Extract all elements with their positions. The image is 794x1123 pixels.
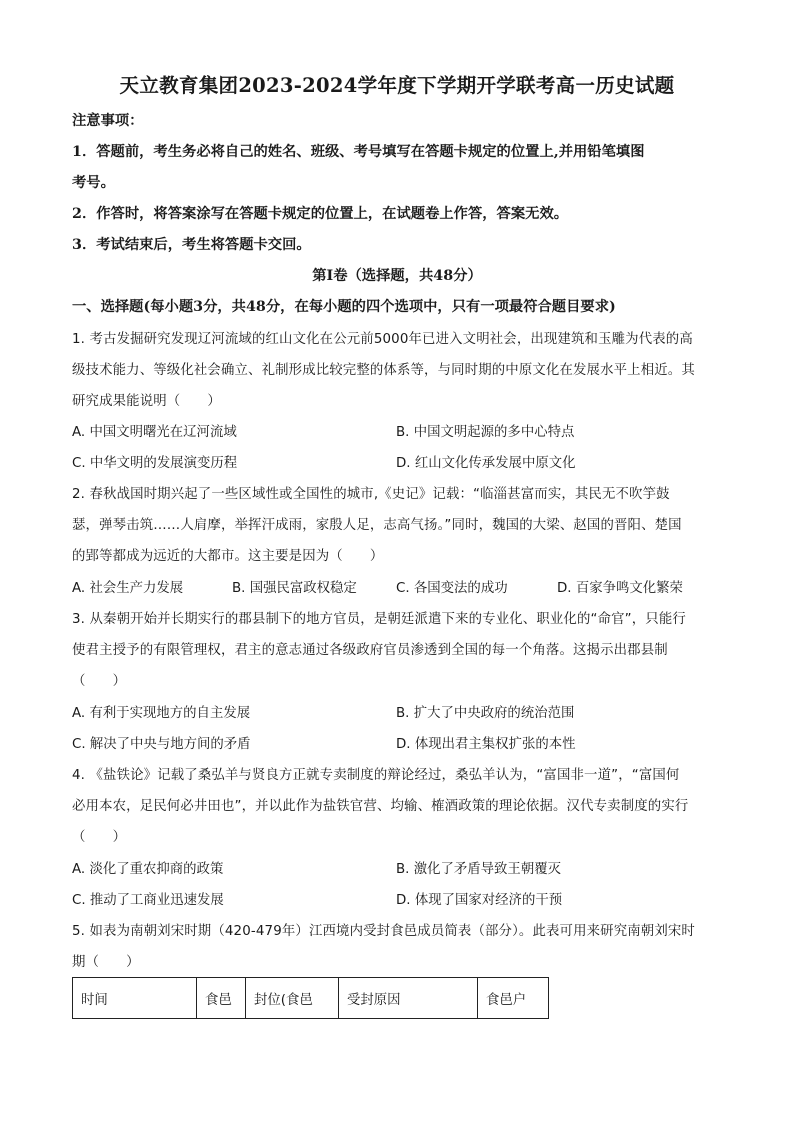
table-header-cell: 时间 (73, 978, 197, 1019)
section-title: 一、选择题(每小题3分，共48分，在每小题的四个选项中，只有一项最符合题目要求) (72, 299, 616, 315)
q2-stem-line-1: 2. 春秋战国时期兴起了一些区域性或全国性的城市,《史记》记载：“临淄甚富而实，其民无不吹竽鼓 (72, 487, 670, 502)
q1-stem-line-3: 研究成果能说明（ ） (72, 394, 221, 409)
fief-table (72, 977, 549, 1019)
q4-stem-line-3: （ ） (72, 830, 127, 845)
table-header-cell: 食邑户 (478, 978, 549, 1019)
notice-item-1-cont: 考号。 (72, 175, 115, 191)
table-header-cell: 食邑 (197, 978, 246, 1019)
q2-stem-line-3: 的郢等都成为远近的大都市。这主要是因为（ ） (72, 549, 384, 564)
q4-option-a: A. 淡化了重农抑商的政策 (72, 862, 224, 877)
q3-stem-line-3: （ ） (72, 674, 127, 689)
q5-stem-line-2: 期（ ） (72, 955, 140, 970)
exam-title: 天立教育集团2023-2024学年度下学期开学联考高一历史试题 (119, 74, 675, 97)
q1-stem-line-2: 级技术能力、等级化社会确立、礼制形成比较完整的体系等，与同时期的中原文化在发展水平上相近。其 (72, 363, 695, 378)
q1-option-a: A. 中国文明曙光在辽河流域 (72, 425, 237, 440)
q3-stem-line-2: 使君主授予的有限管理权，君主的意志通过各级政府官员渗透到全国的每一个角落。这揭示出郡县制 (72, 643, 668, 658)
q3-option-d: D. 体现出君主集权扩张的本性 (396, 737, 576, 752)
q1-option-c: C. 中华文明的发展演变历程 (72, 456, 238, 471)
notice-item-1: 1．答题前，考生务必将自己的姓名、班级、考号填写在答题卡规定的位置上,并用铅笔填图 (72, 144, 645, 160)
notice-item-3: 3．考试结束后，考生将答题卡交回。 (72, 237, 311, 253)
table-header-cell: 受封原因 (339, 978, 478, 1019)
table-header-row (73, 978, 549, 1019)
q2-option-c: C. 各国变法的成功 (396, 581, 508, 596)
notice-heading: 注意事项： (72, 113, 144, 129)
q2-option-a: A. 社会生产力发展 (72, 581, 184, 596)
q3-option-c: C. 解决了中央与地方间的矛盾 (72, 737, 251, 752)
q2-stem-line-2: 瑟，弹琴击筑……人肩摩，举挥汗成雨，家殷人足，志高气扬。”同时，魏国的大梁、赵国的晋阳、楚国 (72, 518, 682, 533)
q2-option-d: D. 百家争鸣文化繁荣 (557, 581, 683, 596)
q4-option-c: C. 推动了工商业迅速发展 (72, 893, 224, 908)
q4-stem-line-2: 必用本农，足民何必井田也”，并以此作为盐铁官营、均输、榷酒政策的理论依据。汉代专卖制度的实行 (72, 799, 689, 814)
table-header-cell: 封位(食邑 (246, 978, 339, 1019)
q3-stem-line-1: 3. 从秦朝开始并长期实行的郡县制下的地方官员，是朝廷派遣下来的专业化、职业化的“命官”，只能行 (72, 612, 686, 627)
q1-stem-line-1: 1. 考古发掘研究发现辽河流域的红山文化在公元前5000年已进入文明社会，出现建筑和玉雕为代表的高 (72, 332, 693, 347)
q4-option-b: B. 激化了矛盾导致王朝覆灭 (396, 862, 561, 877)
q1-option-d: D. 红山文化传承发展中原文化 (396, 456, 576, 471)
part-title: 第Ⅰ卷（选择题，共48分） (312, 268, 482, 284)
q4-stem-line-1: 4. 《盐铁论》记载了桑弘羊与贤良方正就专卖制度的辩论经过，桑弘羊认为，“富国非一道”，“富国何 (72, 768, 680, 783)
q3-option-a: A. 有利于实现地方的自主发展 (72, 706, 251, 721)
q3-option-b: B. 扩大了中央政府的统治范围 (396, 706, 575, 721)
q4-option-d: D. 体现了国家对经济的干预 (396, 893, 563, 908)
q5-stem-line-1: 5. 如表为南朝刘宋时期（420-479年）江西境内受封食邑成员简表（部分）。此表可用来研究南朝刘宋时 (72, 924, 695, 939)
q2-option-b: B. 国强民富政权稳定 (232, 581, 357, 596)
notice-item-2: 2．作答时，将答案涂写在答题卡规定的位置上，在试题卷上作答，答案无效。 (72, 206, 569, 222)
q1-option-b: B. 中国文明起源的多中心特点 (396, 425, 575, 440)
